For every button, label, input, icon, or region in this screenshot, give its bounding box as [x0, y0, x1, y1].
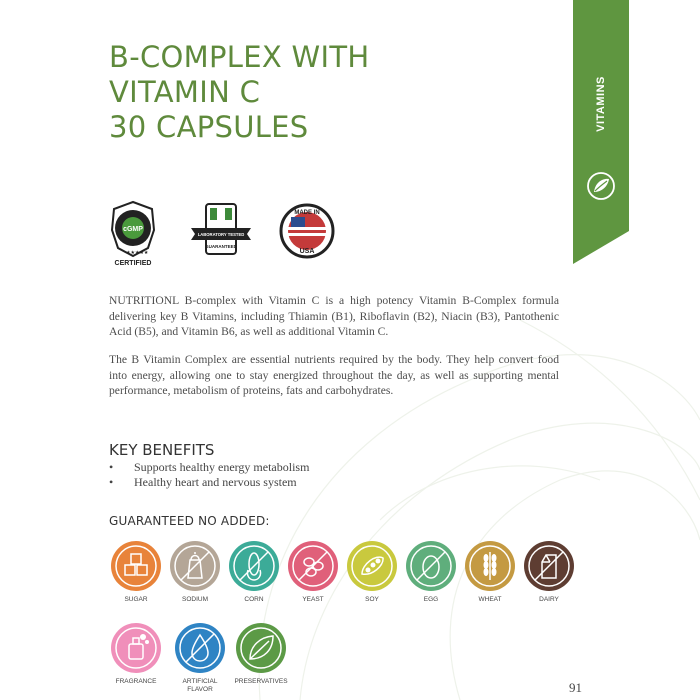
svg-text:MADE IN: MADE IN — [294, 210, 320, 216]
title-line-2: VITAMIN C — [109, 75, 261, 109]
page-number: 91 — [569, 680, 582, 695]
corn-icon — [228, 540, 280, 592]
icon-label: FRAGRANCE — [115, 678, 157, 685]
svg-text:cGMP: cGMP — [123, 226, 143, 233]
category-tab-label: VITAMINS — [595, 76, 607, 132]
wheat-icon — [464, 540, 516, 592]
list-item — [109, 460, 309, 475]
no-corn-badge — [226, 540, 282, 604]
icon-label: DAIRY — [539, 596, 559, 603]
no-egg-badge — [403, 540, 459, 604]
milk-carton-icon — [523, 540, 575, 592]
icon-label: YEAST — [302, 596, 324, 603]
svg-text:USA: USA — [299, 248, 315, 255]
bullet-icon: • — [109, 475, 114, 489]
bullet-icon: • — [109, 460, 114, 474]
svg-text:LABORATORY TESTED: LABORATORY TESTED — [197, 232, 245, 237]
benefit-text: Supports healthy energy metabolism — [134, 460, 310, 474]
egg-icon — [405, 540, 457, 592]
svg-text:★★★★★: ★★★★★ — [126, 250, 149, 256]
sugar-cubes-icon — [110, 540, 162, 592]
salt-shaker-icon — [169, 540, 221, 592]
no-artificial-flavor-badge — [172, 622, 228, 694]
yeast-icon — [287, 540, 339, 592]
droplet-icon — [174, 622, 226, 674]
icon-label: PRESERVATIVES — [234, 678, 288, 685]
laboratory-tested-guaranteed-badge-icon — [189, 202, 253, 256]
svg-text:GUARANTEED: GUARANTEED — [205, 244, 237, 249]
cgmp-certified-label: CERTIFIED — [114, 260, 152, 267]
no-sugar-badge — [108, 540, 164, 604]
guaranteed-heading: GUARANTEED NO ADDED: — [109, 514, 270, 528]
icon-label: WHEAT — [478, 596, 502, 603]
product-title — [109, 40, 369, 145]
fragrance-icon — [110, 622, 162, 674]
title-line-3: 30 CAPSULES — [109, 110, 309, 144]
product-description: NUTRITIONL B-complex with Vitamin C is a high potency Vitamin B-Complex formula delivering key B Vitamins, including Thiamin (B1), Riboflavin (B2), Niacin (B3), Pantothenic Acid (B5), and Vitamin B6, as well as additional Vitamin C. — [109, 294, 559, 338]
no-yeast-badge — [285, 540, 341, 604]
icon-label: EGG — [423, 596, 439, 603]
soybean-icon — [346, 540, 398, 592]
no-preservatives-badge — [233, 622, 289, 686]
icon-label: CORN — [244, 596, 264, 603]
icon-label: SOY — [365, 596, 379, 603]
leaf-icon — [235, 622, 287, 674]
key-benefits-list — [109, 460, 309, 490]
icon-label: SODIUM — [182, 596, 208, 603]
benefit-text: Healthy heart and nervous system — [134, 475, 297, 489]
icon-label: ARTIFICIAL FLAVOR — [182, 678, 218, 693]
leaf-circle-logo-icon — [586, 171, 616, 201]
key-benefits-heading: KEY BENEFITS — [109, 441, 215, 459]
icon-label: SUGAR — [124, 596, 148, 603]
no-dairy-badge — [521, 540, 577, 604]
category-tab — [573, 0, 629, 264]
list-item — [109, 475, 309, 490]
no-wheat-badge — [462, 540, 518, 604]
no-fragrance-badge — [108, 622, 164, 686]
made-in-usa-badge-icon — [279, 203, 335, 259]
no-sodium-badge — [167, 540, 223, 604]
product-benefits-paragraph: The B Vitamin Complex are essential nutrients required by the body. They help convert food into energy, allowing one to stay energized throughout the day, as well as supporting mental performance, metabolism of proteins, fats and carbohydrates. — [109, 353, 559, 397]
no-soy-badge — [344, 540, 400, 604]
title-line-1: B-COMPLEX WITH — [109, 40, 370, 74]
